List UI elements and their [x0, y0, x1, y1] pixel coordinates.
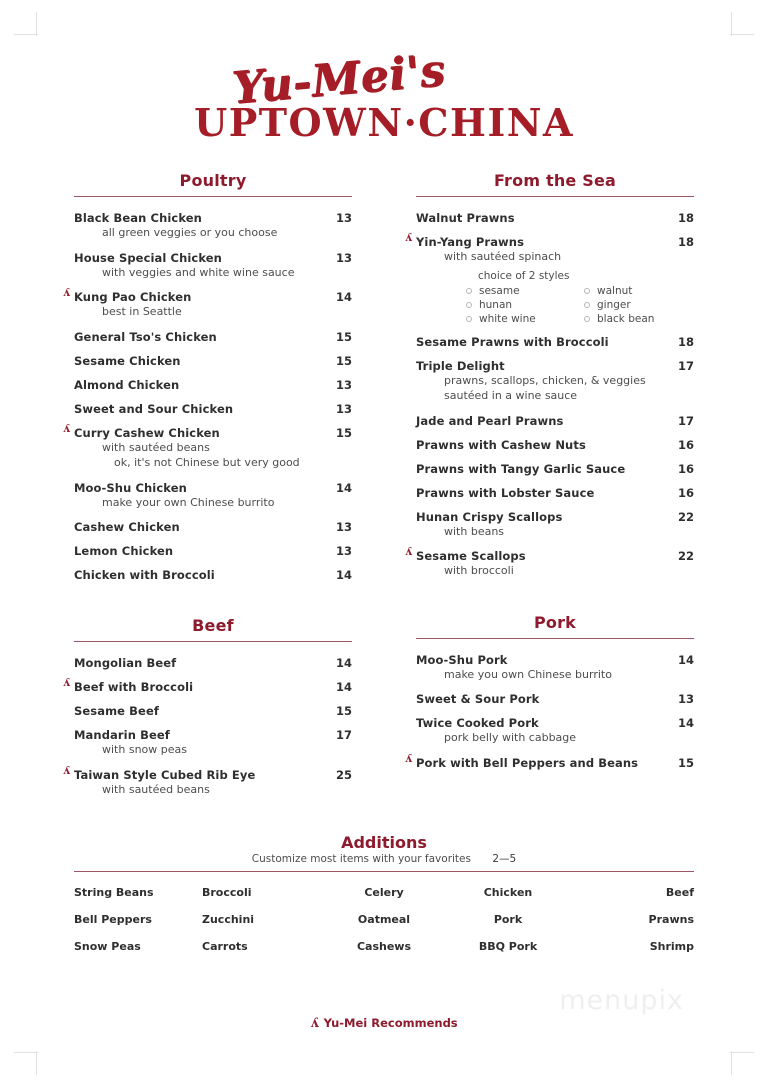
menu-item-price: 14: [335, 656, 352, 671]
menu-item-row: [74, 378, 352, 392]
addition-item: Oatmeal: [357, 913, 411, 927]
menu-item-price: 15: [677, 755, 694, 770]
menu-item-name: Sweet and Sour Chicken: [74, 401, 234, 416]
style-choice-label: sesame: [479, 284, 520, 297]
menu-item-row: [416, 692, 694, 706]
addition-item: Chicken: [483, 886, 533, 900]
menu-item: [63, 421, 352, 471]
menu-item-name: Yin-Yang Prawns: [416, 235, 525, 249]
addition-item: Beef: [665, 886, 694, 900]
menu-item-name: Pork with Bell Peppers and Beans: [416, 755, 639, 770]
menu-item-price: 18: [677, 334, 694, 349]
menu-item-row: [74, 680, 352, 694]
menu-item-name: Triple Delight: [416, 358, 505, 373]
addition-item: Bell Peppers: [74, 913, 152, 927]
recommend-marker-icon: ʎ: [310, 1016, 319, 1031]
menu-item-row: [74, 211, 352, 225]
menu-item-price: 16: [677, 437, 694, 452]
menu-columns: [0, 171, 768, 807]
menu-item-description: sautéed in a wine sauce: [444, 389, 578, 403]
menu-item-name: Sweet & Sour Pork: [416, 692, 540, 707]
menu-item-row: [416, 462, 694, 476]
menu-item-price: 15: [335, 425, 352, 440]
menu-item: [405, 751, 694, 770]
addition-item: String Beans: [74, 886, 154, 900]
menu-item-description: with veggies and white wine sauce: [102, 265, 295, 279]
menu-item-name: Hunan Crispy Scallops: [416, 509, 563, 524]
section-pork: [405, 612, 694, 770]
menu-item-name: Curry Cashew Chicken: [74, 425, 220, 440]
style-choice-option[interactable]: [466, 299, 576, 311]
menu-item-description: with sautéed beans: [102, 440, 210, 454]
menu-item-name: Black Bean Chicken: [74, 211, 202, 225]
menu-item-price: 13: [335, 544, 352, 559]
recommend-marker-icon: ʎ: [405, 545, 412, 559]
recommend-marker-icon: ʎ: [405, 231, 412, 244]
menu-item-row: [74, 402, 352, 416]
menu-item-price: 15: [335, 329, 352, 344]
additions-grid: [74, 886, 694, 953]
menu-item-row: [416, 653, 694, 667]
menu-column-left: [63, 171, 352, 807]
style-choice-title: choice of 2 styles: [478, 269, 570, 282]
menu-item-name: Moo-Shu Pork: [416, 652, 508, 667]
addition-item: Broccoli: [202, 886, 252, 900]
menu-item-price: 14: [677, 652, 694, 667]
menu-item-description: with sautéed beans: [102, 782, 210, 796]
menu-item: [74, 251, 352, 281]
addition-item: Shrimp: [649, 940, 694, 954]
menu-item-name: Prawns with Cashew Nuts: [416, 437, 586, 452]
bullet-icon: [584, 316, 590, 322]
menu-item: [63, 763, 352, 798]
menu-item-row: [74, 251, 352, 265]
style-choice-label: ginger: [597, 298, 631, 311]
menu-item-description: ok, it's not Chinese but very good: [114, 456, 300, 470]
menu-item-description: with beans: [444, 524, 505, 538]
menu-item: [74, 656, 352, 670]
menu-item-description: make you own Chinese burrito: [444, 667, 612, 681]
menu-item: [63, 286, 352, 320]
menu-item: [74, 544, 352, 558]
menu-item-name: Almond Chicken: [74, 377, 180, 392]
menu-item-price: 22: [677, 549, 694, 564]
recommend-marker-icon: ʎ: [63, 676, 70, 690]
menu-item-description: prawns, scallops, chicken, & veggies: [444, 373, 646, 387]
menu-item-price: 14: [335, 568, 352, 583]
menu-item: [416, 462, 694, 476]
menu-item-name: Sesame Chicken: [74, 353, 181, 368]
menu-item-price: 13: [335, 377, 352, 392]
addition-item: Pork: [493, 913, 523, 927]
menu-item-row: [74, 481, 352, 495]
menu-item-name: Kung Pao Chicken: [74, 290, 192, 305]
menu-item-price: 13: [335, 401, 352, 416]
menu-item-name: Jade and Pearl Prawns: [416, 413, 564, 428]
menu-item-name: Prawns with Tangy Garlic Sauce: [416, 461, 626, 476]
item-list-poultry: [63, 211, 352, 583]
menu-item-row: [416, 359, 694, 373]
menu-item-price: 13: [335, 211, 352, 225]
menu-item-price: 13: [677, 692, 694, 707]
menu-item-price: 13: [335, 520, 352, 535]
section-rule: [74, 196, 352, 197]
recommend-marker-icon: ʎ: [63, 286, 70, 300]
crop-mark-bottom-right: [720, 1041, 754, 1075]
menu-item-row: [74, 568, 352, 582]
style-choice-option[interactable]: [584, 313, 694, 325]
bullet-icon: [584, 302, 590, 308]
menu-item-row: [416, 438, 694, 452]
menu-item: [74, 211, 352, 241]
menu-item-row: [74, 354, 352, 368]
section-rule: [74, 871, 694, 872]
menu-item-name: General Tso's Chicken: [74, 329, 217, 344]
menu-item: [74, 704, 352, 718]
menu-item-description: best in Seattle: [102, 305, 182, 319]
addition-item: Zucchini: [202, 913, 255, 927]
style-choice-block: [456, 270, 694, 325]
menu-item-row: [416, 716, 694, 730]
menu-item-price: 14: [677, 716, 694, 731]
menu-item-name: Twice Cooked Pork: [416, 716, 539, 731]
menu-item-price: 14: [335, 290, 352, 305]
item-list-pork: [405, 652, 694, 770]
menu-item-description: with sautéed spinach: [444, 250, 562, 263]
bullet-icon: [466, 288, 472, 294]
menu-column-right: [405, 171, 694, 807]
menu-item-name: Mongolian Beef: [74, 656, 177, 671]
menu-item-name: Mandarin Beef: [74, 728, 170, 743]
menu-item-row: [74, 544, 352, 558]
menu-item-row: [416, 510, 694, 524]
menu-item: [74, 402, 352, 416]
menu-item-row: [416, 756, 694, 770]
menu-item: [416, 486, 694, 500]
style-choice-label: white wine: [479, 312, 536, 325]
menu-item-row: [74, 704, 352, 718]
section-rule: [74, 641, 352, 642]
menu-item-price: 16: [677, 485, 694, 500]
menu-item-name: Beef with Broccoli: [74, 680, 194, 695]
bullet-icon: [466, 316, 472, 322]
additions-subtitle: Customize most items with your favorites: [251, 853, 471, 866]
menu-item-row: [74, 290, 352, 304]
menu-item-price: 18: [677, 235, 694, 249]
menu-item: [405, 231, 694, 325]
section-rule: [416, 638, 694, 639]
additions-price: 2—5: [492, 853, 517, 866]
style-choice-label: black bean: [597, 312, 655, 325]
section-from-the-sea: [405, 171, 694, 579]
section-title-pork: Pork: [533, 612, 577, 632]
menu-item-row: [416, 549, 694, 563]
menu-item-name: House Special Chicken: [74, 250, 222, 265]
menu-item: [416, 438, 694, 452]
addition-item: Snow Peas: [74, 940, 141, 954]
menu-item-row: [74, 768, 352, 782]
addition-item: BBQ Pork: [478, 940, 538, 954]
menu-item-description: make your own Chinese burrito: [102, 495, 275, 509]
menu-item-name: Sesame Prawns with Broccoli: [416, 334, 609, 349]
section-poultry: [63, 171, 352, 583]
menu-item: [74, 330, 352, 344]
menu-item-row: [74, 426, 352, 440]
menu-item-name: Lemon Chicken: [74, 544, 174, 559]
menu-item-row: [416, 211, 694, 225]
style-choice-option[interactable]: [466, 313, 576, 325]
menu-item-row: [416, 335, 694, 349]
menu-item-row: [74, 656, 352, 670]
menu-item-name: Cashew Chicken: [74, 520, 180, 535]
menu-item: [74, 568, 352, 582]
recommends-legend-label: Yu-Mei Recommends: [323, 1016, 458, 1030]
menu-item-price: 14: [335, 680, 352, 695]
recommends-legend: [0, 1016, 768, 1031]
menu-item: [416, 692, 694, 706]
bullet-icon: [584, 288, 590, 294]
menu-item: [416, 716, 694, 746]
menu-item: [416, 211, 694, 225]
menu-item-price: 15: [335, 353, 352, 368]
addition-item: Carrots: [202, 940, 248, 954]
menu-item-price: 16: [677, 461, 694, 476]
section-title-beef: Beef: [192, 616, 234, 636]
menu-item-description: pork belly with cabbage: [444, 731, 577, 745]
bullet-icon: [466, 302, 472, 308]
menu-item-name: Moo-Shu Chicken: [74, 480, 187, 495]
item-list-beef: [63, 656, 352, 797]
addition-item: Celery: [364, 886, 404, 900]
recommend-marker-icon: ʎ: [63, 421, 70, 435]
menu-item: [74, 481, 352, 511]
addition-item: Prawns: [648, 913, 694, 927]
menu-item-row: [74, 520, 352, 534]
menu-item: [405, 545, 694, 579]
menu-item: [74, 378, 352, 392]
menu-item-name: Sesame Scallops: [416, 549, 526, 564]
additions-subtitle-row: [74, 853, 694, 865]
menupix-watermark: menupix: [559, 985, 684, 1016]
recommend-marker-icon: ʎ: [63, 763, 70, 777]
menu-item-name: Taiwan Style Cubed Rib Eye: [74, 767, 256, 782]
menu-item-price: 17: [335, 728, 352, 743]
logo-script-text: Yu-Mei's: [230, 44, 448, 115]
menu-item-name: Chicken with Broccoli: [74, 568, 215, 583]
menu-item-row: [416, 486, 694, 500]
logo-main-text: UPTOWN·CHINA: [194, 100, 574, 145]
menu-item: [63, 676, 352, 695]
menu-item-price: 25: [335, 767, 352, 782]
menu-item-row: [74, 728, 352, 742]
menu-item: [74, 354, 352, 368]
menu-item: [416, 359, 694, 404]
section-title-from-the-sea: From the Sea: [493, 171, 617, 190]
section-additions: [74, 833, 694, 953]
menu-item-name: Walnut Prawns: [416, 211, 515, 225]
menu-item-price: 17: [677, 358, 694, 373]
menu-item: [416, 653, 694, 683]
section-title-additions: Additions: [341, 833, 427, 853]
menu-item-price: 15: [335, 704, 352, 719]
style-choice-option[interactable]: [466, 285, 576, 297]
menu-item-row: [416, 235, 694, 249]
item-list-from-the-sea: [405, 211, 694, 579]
menu-item-description: with broccoli: [444, 564, 514, 578]
crop-mark-bottom-left: [14, 1041, 48, 1075]
restaurant-logo: [0, 0, 768, 145]
menu-item: [74, 728, 352, 758]
menu-item: [416, 414, 694, 428]
menu-item-row: [416, 414, 694, 428]
menu-item-name: Prawns with Lobster Sauce: [416, 485, 595, 500]
addition-item: Cashews: [356, 940, 412, 954]
menu-item-description: with snow peas: [102, 743, 187, 757]
menu-item-price: 13: [335, 250, 352, 265]
section-rule: [416, 196, 694, 197]
style-choice-label: walnut: [597, 284, 633, 297]
menu-item-price: 17: [677, 413, 694, 428]
section-title-poultry: Poultry: [179, 171, 247, 190]
menu-item-row: [74, 330, 352, 344]
menu-item-price: 18: [677, 211, 694, 225]
recommend-marker-icon: ʎ: [405, 751, 412, 765]
menu-item-price: 22: [677, 509, 694, 524]
style-choice-label: hunan: [479, 298, 513, 311]
style-choice-option[interactable]: [584, 285, 694, 297]
section-beef: [63, 616, 352, 797]
menu-item-name: Sesame Beef: [74, 704, 159, 719]
menu-item: [416, 335, 694, 349]
style-choice-option[interactable]: [584, 299, 694, 311]
style-choice-grid: [466, 285, 694, 325]
menu-item: [416, 510, 694, 540]
menu-item-description: all green veggies or you choose: [102, 226, 278, 239]
menu-item: [74, 520, 352, 534]
menu-item-price: 14: [335, 480, 352, 495]
